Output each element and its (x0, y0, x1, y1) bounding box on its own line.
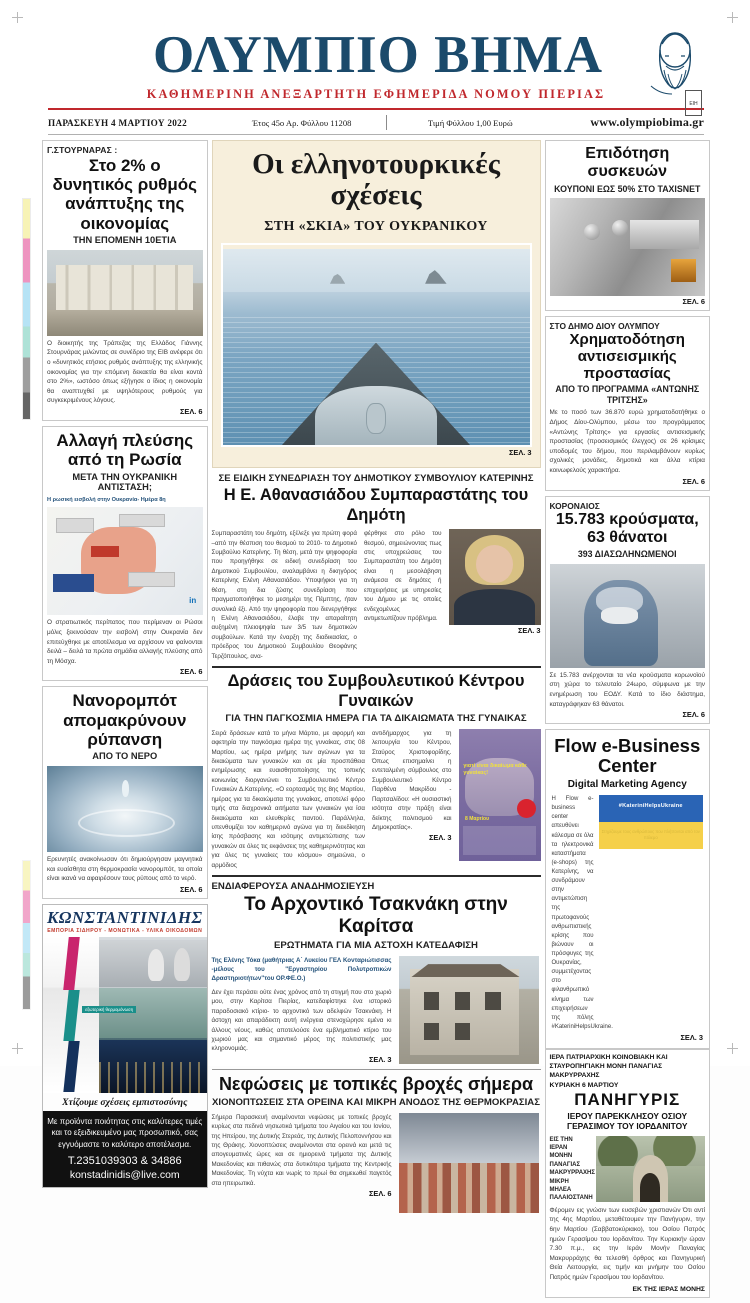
article-appliance-subsidy[interactable] (545, 140, 711, 311)
monastery-line1: ΙΕΡΑ ΠΑΤΡΙΑΡΧΙΚΗ ΚΟΙΝΟΒΙΑΚΗ ΚΑΙ ΣΤΑΥΡΟΠΗΓΙΑΚΗ ΜΟΝΗ ΠΑΝΑΓΙΑΣ ΜΑΚΡΥΡΡΑΧΗΣ (549, 1053, 668, 1079)
navy-frigate-photo (223, 249, 530, 445)
front-page-sheet (40, 20, 712, 1293)
seismic-body: Με το ποσό των 36.870 ευρώ χρηματοδοτήθηκε ο Δήμος Δίου-Ολύμπου, μέσω του προγράμματος «Αντώνης Τρίτσης» για εργασίες αντισεισμικής προστασίας (προσεισμικός έλεγχος) σε 26 κρίσιμες υποδομές του δήμου, που περιλαμβάνουν κυρίως σχολικές μονάδες, δημοτικά και άλλα κτίρια κοινωφελούς χαρακτήρα. (549, 409, 705, 475)
council-headline: Η Ε. Αθανασιάδου Συμπαραστάτης του Δημότη (223, 486, 529, 524)
article-seismic-funding[interactable] (545, 316, 711, 491)
article-russia[interactable] (42, 426, 208, 681)
weather-body: Σήμερα Παρασκευή αναμένονται νεφώσεις με τοπικές βροχές κυρίως στα πεδινά νησιωτικά τμήματα του Αιγαίου και του Ιονίου, της Ηπείρου, της Δυτικής Στερεάς, της Δυτικής Πελοποννήσου και της Θράκης. Χιονοπτώσεις αναμένονται στα ορεινά και μετά τις απογευματινές ώρες και σε ημιορεινά τμήματα της Δυτικής Μακεδονίας και πιθανώς στα δυτικότερα τμήματα της Κεντρικής Μακεδονίας. Τη νύχτα και νωρίς το πρωί θα σημειωθεί παγετός στα ηπειρωτικά. (211, 1113, 392, 1187)
lead-page-ref[interactable]: ΣΕΛ. 3 (508, 447, 532, 457)
crop-mark-bottom-left (12, 1043, 23, 1054)
athanasiadou-portrait (449, 529, 541, 625)
russia-headline: Αλλαγή πλεύσης από τη Ρωσία (56, 431, 194, 470)
mansion-page-ref[interactable]: ΣΕΛ. 3 (368, 1054, 392, 1064)
publication-date: ΠΑΡΑΣΚΕΥΗ 4 ΜΑΡΤΙΟΥ 2022 (48, 117, 187, 128)
ukraine-invasion-map: in (47, 507, 203, 615)
council-body-right: φέρθηκε στο ρόλο του θεσμού, σημειώνοντας πως στις υποχρεώσεις του Συμπαραστάτη του Δημότη είναι η μεσολάβηση ανάμεσα σε δημότες ή επιχειρήσεις με υπηρεσίες του Δήμου με τις οποίες ενδεχομένως αντιμετωπίζουν πρόβλημα. (363, 530, 442, 622)
flow-ad-page-ref[interactable]: ΣΕΛ. 3 (680, 1032, 703, 1042)
masthead-info-bar (40, 110, 712, 134)
lead-story-block[interactable] (212, 140, 541, 467)
russia-page-ref[interactable]: ΣΕΛ. 6 (179, 667, 203, 677)
ad-photo-label: εξωτερική θερμομόνωση (82, 1006, 136, 1013)
covid-kicker: ΚΟΡΟΝΑΙΟΣ (549, 500, 600, 511)
stournaras-subhead: ΤΗΝ ΕΠΟΜΕΝΗ 10ΕΤΙΑ (73, 234, 177, 245)
monastery-title: ΠΑΝΗΓΥΡΙΣ (574, 1089, 681, 1109)
monastery-body: Φέρομεν εις γνώσιν των ευσεβών χριστιανών Ότι αντί της 4ης Μαρτίου, μεταθέτουμεν την Πανήγυριν, την 6ην Μαρτίου (Σαββατοκύριακο), του Οσίου Πατρός ημών Γερασίμου του Ιορδανίτου. Την Κυριακήν ώραν 7.30 π.μ., εις την Ιεράν Μονήν Παναγίας Μακρυρράχης θα τελεσθή όρθρος και Πανηγυρική Θεία Λειτουργία, εις τιμήν και μνήμην του Οσίου Πατρός ημών Γερασίμου του Ιορδανίτου. (549, 1206, 705, 1281)
council-page-ref[interactable]: ΣΕΛ. 3 (517, 626, 541, 636)
newspaper-title: ΟΛΥΜΠΙΟ ΒΗΜΑ (152, 26, 604, 84)
water-droplet-photo (47, 766, 203, 852)
flow-ad-hashtag: #KateriniHelpsUkraine (618, 803, 683, 810)
poster-text: γιατί είναι δικαίωμα κάθε γυναίκας! (463, 763, 527, 776)
lead-subhead: ΣΤΗ «ΣΚΙΑ» ΤΟΥ ΟΥΚΡΑΝΙΚΟΥ (264, 218, 488, 234)
zeus-head-logo (648, 26, 702, 96)
town-rooftops-photo (399, 1113, 539, 1213)
color-calibration-bar-bottom (22, 860, 31, 1010)
flow-ad-subtitle: Digital Marketing Agency (567, 779, 687, 791)
mansion-byline: Της Ελένης Τόκα (μαθήτριας Α΄ Λυκείου ΓΕΛ Κονταριώτισσας -μέλους του "Εργαστηρίου Πολυτροπικών Δραστηριοτήτων"του ΟΡ.ΦΕ.Ο.) (211, 956, 392, 983)
columns-container (40, 140, 712, 1303)
weather-headline: Νεφώσεις με τοπικές βροχές σήμερα (218, 1073, 534, 1094)
masthead-thin-rule (48, 134, 704, 135)
article-stournaras[interactable] (42, 140, 208, 421)
covid-headline: 15.783 κρούσματα, 63 θάνατοι (555, 510, 699, 546)
article-nanorobots[interactable] (42, 686, 208, 898)
ad-monastery-festival[interactable] (545, 1049, 711, 1298)
nanorobots-page-ref[interactable]: ΣΕΛ. 6 (179, 884, 203, 894)
publisher-badge: ΕΙΗ (685, 90, 702, 116)
article-covid[interactable] (545, 496, 711, 724)
weather-page-ref[interactable]: ΣΕΛ. 6 (368, 1189, 392, 1199)
mansion-subhead: ΕΡΩΤΗΜΑΤΑ ΓΙΑ ΜΙΑ ΑΣΤΟΧΗ ΚΑΤΕΔΑΦΙΣΗ (273, 939, 478, 951)
women-subhead: ΓΙΑ ΤΗΝ ΠΑΓΚΟΣΜΙΑ ΗΜΕΡΑ ΓΙΑ ΤΑ ΔΙΚΑΙΩΜΑΤΑ ΤΗΣ ΓΥΝΑΙΚΑΣ (225, 713, 527, 724)
stournaras-headline: Στο 2% ο δυνητικός ρυθμός ανάπτυξης της οικονομίας (52, 156, 197, 233)
monastery-subtitle: ΙΕΡΟΥ ΠΑΡΕΚΚΛΗΣΟΥ ΟΣΙΟΥ ΓΕΡΑΣΙΜΟΥ ΤΟΥ ΙΟΡΔΑΝΙΤΟΥ (567, 1110, 688, 1132)
women-body-right: αντιδήμαρχος για τη λειτουργία του Κέντρου, Σταύρος Χριστοφορίδης. Όπως επισημαίνει η εντεταλμένη σύμβουλος στο Συμβουλευτικό Κέντρο Παρθένα Μακρίδου - Παρτσαλίδου: «Η ουσιαστική ισότητα στην πράξη είναι δείκτης πολιτισμού και Δημοκρατίας». (371, 729, 452, 831)
women-page-ref[interactable]: ΣΕΛ. 3 (428, 833, 452, 843)
appliance-headline: Επιδότηση συσκευών (585, 145, 670, 181)
article-mansion[interactable] (212, 881, 541, 1070)
stournaras-kicker: Γ.ΣΤΟΥΡΝΑΡΑΣ : (47, 145, 118, 156)
lead-photo-frame (221, 243, 532, 447)
mansion-body: Δεν έχει περάσει ούτε ένας χρόνος από τη στιγμή που στο χωριό μου, στην Καρίτσα Πιερίας, κατεδαφίστηκε ένα ιστορικό παραδοσιακό κτίριο- το αρχοντικό των αδελφών Τσακνάκη. Η άστοχη και απαράδεκτη αυτή ενέργεια στενοχώρησε εμένα κι άλλους νέους, καθώς αποτελούσε ένα εμβληματικό κτίριο του χωριού μας και σημαντικό μέρος της πολιτιστικής μας κληρονομιάς. (211, 988, 392, 1053)
stournaras-body: Ο διοικητής της Τράπεζας της Ελλάδος Γιάννης Στουρνάρας μιλώντας σε συνέδριο της ΕΙΒ ανέφερε ότι ο «δυνητικός ετήσιος ρυθμός ανάπτυξης της ελληνικής οικονομίας για την επόμενη δεκαετία θα είναι κοντά στο 2%», ωστόσο όπως εξήγησε ο ίδιος η οικονομία θα αναπτυχθεί με υψηλότερους ρυθμούς για συγκεκριμένους λόγους. (47, 339, 203, 405)
crop-mark-top-right (727, 12, 738, 23)
color-calibration-bar-top (22, 198, 31, 420)
flow-ad-flag-caption: Στηρίζουμε τους ανθρώπους που πλήττονται από τον πόλεμο (601, 829, 700, 840)
nanorobots-body: Ερευνητές ανακοίνωσαν ότι δημιούργησαν μαγνητικά και ευαίσθητα στη θερμοκρασία νανορομπότ, τα οποία είναι ικανά να αφαιρέσουν τους ρύπους από το νερό. (47, 856, 203, 883)
ad-konstantinidis-tagline: ΕΜΠΟΡΙΑ ΣΙΔΗΡΟΥ - ΜΟΝΩΤΙΚΑ - ΥΛΙΚΑ ΟΙΚΟΔΟΜΩΝ (47, 927, 203, 934)
monastery-line2: ΚΥΡΙΑΚΗ 6 ΜΑΡΤΙΟΥ (549, 1081, 619, 1089)
ad-konstantinidis-phone[interactable]: Τ.2351039303 & 34886 (67, 1154, 182, 1167)
flow-ad-title: Flow e-Business Center (554, 735, 701, 777)
crop-mark-bottom-right (727, 1043, 738, 1054)
appliance-subhead: ΚΟΥΠΟΝΙ ΕΩΣ 50% ΣΤΟ TAXISNET (554, 183, 701, 194)
stournaras-page-ref[interactable]: ΣΕΛ. 6 (179, 407, 203, 417)
womens-day-poster (459, 729, 541, 861)
russia-body: Ο στρατιωτικός περίπατος που περίμεναν οι Ρώσοι μόλις ξεκινούσαν την εισβολή στην Ουκρανία δεν επιτεύχθηκε με αποτέλεσμα να αρχίσουν να φαίνονται δειλά – δειλά τα πρώτα σημάδια αλλαγής πλεύσης από τη Μόσχα. (47, 619, 203, 665)
russia-graphic-caption: Η ρωσική εισβολή στην Ουκρανία- Ημέρα 8η (47, 497, 166, 504)
seismic-headline: Χρηματοδότηση αντισεισμικής προστασίας (569, 331, 685, 383)
oven-photo (550, 198, 706, 296)
mansion-kicker: ΕΝΔΙΑΦΕΡΟΥΣΑ ΑΝΑΔΗΜΟΣΙΕΥΣΗ (211, 881, 375, 893)
masthead (40, 20, 712, 135)
covid-page-ref[interactable]: ΣΕΛ. 6 (682, 710, 705, 720)
article-women-center[interactable] (212, 672, 541, 877)
article-council[interactable] (212, 473, 541, 669)
center-column (212, 140, 541, 1303)
seismic-subhead: ΑΠΟ ΤΟ ΠΡΟΓΡΑΜΜΑ «ΑΝΤΩΝΗΣ ΤΡΙΤΣΗΣ» (555, 384, 700, 405)
ukraine-flag-graphic (599, 795, 704, 849)
women-body-left: Σειρά δράσεων κατά το μήνα Μάρτιο, με αφορμή και αφετηρία την παγκόσμια ημέρα της γυναίκας, στις 08 Μαρτίου, ως ημέρα μνήμης των αγώνων για τα δικαιώματα των γυναικών και σε μία προσπάθεια ενημέρωσης και ευαισθητοποίησης της τοπικής κοινωνίας διοργανώνει το Συμβουλευτικό Κέντρο Γυναικών Δ.Κατερίνης. «Ο εορτασμός της 8ης Μαρτίου, ημέρας για τα δικαιώματα της γυναίκας, αποτελεί φόρο τιμής στα διαχρονικά αιτήματα των γυναικών για ίσα δικαιώματα και ελευθερίες παντού. Παράλληλα, υπενθυμίζει τον καθημερινό αγώνα για τη διεκδίκηση ίσης πρόσβασης και ισότιμης αντιμετώπισης των γυναικών σε όλες τις εκφάνσεις της καθημερινότητας και για όλες τις γυναίκες του κόσμου» σημειώνει, ο αρμόδιος (211, 729, 365, 869)
mansion-headline: Το Αρχοντικό Τσακνάκη στην Καρίτσα (244, 894, 508, 938)
newspaper-subtitle: ΚΑΘΗΜΕΡΙΝΗ ΑΝΕΞΑΡΤΗΤΗ ΕΦΗΜΕΡΙΔΑ ΝΟΜΟΥ ΠΙΕΡΙΑΣ (146, 87, 606, 102)
ad-konstantinidis-slogan: Χτίζουμε σχέσεις εμπιστοσύνης (62, 1096, 188, 1108)
council-kicker: ΣΕ ΕΙΔΙΚΗ ΣΥΝΕΔΡΙΑΣΗ ΤΟΥ ΔΗΜΟΤΙΚΟΥ ΣΥΜΒΟΥΛΙΟΥ ΚΑΤΕΡΙΝΗΣ (218, 472, 534, 484)
website-url[interactable]: www.olympiobima.gr (590, 115, 704, 130)
flow-ad-body-start: Η Flow e-business center απευθύνει κάλεσμα σε όλα τα ηλεκτρονικά καταστήματα (e-shops) της Κατερίνης, να συνδράμουν στην αντιμετώπιση της πρωτοφανούς ανθρωπιστικής κρίσης που βιώνουν οι πρόσφυγες της Ουκρανίας, συμμετέχοντας στο φιλανθρωπικό κίνημα των επιχειρήσεων της πόλης #KateriniHelpsUkraine. (551, 796, 613, 1030)
right-column (545, 140, 711, 1303)
cover-price: Τιμή Φύλλου 1,00 Ευρώ (427, 117, 513, 128)
poster-date: 8 Μαρτίου (465, 815, 489, 822)
tsaknaki-mansion-photo (399, 956, 539, 1064)
ad-konstantinidis-photo (43, 937, 207, 1093)
issue-number: Έτος 45ο Αρ. Φύλλου 11208 (252, 117, 352, 128)
ad-konstantinidis-email[interactable]: konstadinidis@live.com (69, 1168, 180, 1181)
russia-subhead: ΜΕΤΑ ΤΗΝ ΟΥΚΡΑΝΙΚΗ ΑΝΤΙΣΤΑΣΗ; (72, 471, 178, 493)
appliance-page-ref[interactable]: ΣΕΛ. 6 (682, 297, 705, 307)
ad-konstantinidis-name: ΚΩΝΣΤΑΝΤΙΝΙΔΗΣ (47, 907, 203, 927)
left-column (42, 140, 208, 1303)
seismic-kicker: ΣΤΟ ΔΗΜΟ ΔΙΟΥ ΟΛΥΜΠΟΥ (549, 321, 660, 332)
monastery-sidebar: ΕΙΣ ΤΗΝ ΙΕΡΑΝ ΜΟΝΗΝ ΠΑΝΑΓΙΑΣ ΜΑΚΡΥΡΡΑΧΗΣ ΜΙΚΡΗ ΜΗΛΕΑ ΠΑΛΑΙΟΣΤΑΝΗ (549, 1136, 595, 1202)
covid-subhead: 393 ΔΙΑΣΩΛΗΝΩΜΕΝΟΙ (577, 549, 677, 560)
council-body-left: Συμπαραστάτη του δημότη, εξέλεξε για πρώτη φορά –από την θέσπιση του θεσμού το 2010- το Δημοτικό Συμβούλιο Κατερίνης. Τη θέση, μετά την ψηφοφορία που προηγήθηκε σε ειδική συνεδρίαση του Δημοτικού Συμβουλίου, αναλαμβάνει η δικηγόρος Κατερίνης Ελένη Αθανασιάδου. Υποψήφιοι για τη θέση, στη δια ζώσης συνεδρίαση που πραγματοποιήθηκε το μεσημέρι της Πέμπτης, ήταν συνολικά έξι. Από την ψηφοφορία που διενεργήθηκε η Ελένη Αθανασιάδου, έλαβε την απαραίτητη αυξημένη πλειοψηφία των 3/5 των δημοτικών συμβούλων. Κατά την έναρξη της διαδικασίας, ο πρόεδρος του Δημοτικού Συμβουλίου Θεοφάνης Τερζόπουλος, ανα- (211, 530, 357, 660)
weather-subhead: ΧΙΟΝΟΠΤΩΣΕΙΣ ΣΤΑ ΟΡΕΙΝΑ ΚΑΙ ΜΙΚΡΗ ΑΝΟΔΟΣ ΤΗΣ ΘΕΡΜΟΚΡΑΣΙΑΣ (212, 1097, 540, 1108)
crop-mark-top-left (12, 12, 23, 23)
bank-of-greece-photo (47, 250, 203, 336)
seismic-page-ref[interactable]: ΣΕΛ. 6 (682, 476, 705, 486)
article-weather[interactable] (212, 1074, 541, 1213)
nanorobots-subhead: ΑΠΟ ΤΟ ΝΕΡΟ (92, 751, 158, 762)
nanorobots-headline: Νανορομπότ απομακρύνουν ρύπανση (63, 691, 187, 749)
ad-konstantinidis-body: Με προϊόντα ποιότητας στις καλύτερες τιμές και το εξειδικευμένο μας προσωπικό, σας εγγυόμαστε το καλύτερο αποτέλεσμα. (47, 1116, 203, 1149)
ad-konstantinidis-contact-block (43, 1111, 207, 1187)
covid-body: Σε 15.783 ανέρχονται τα νέα κρούσματα κορωνοϊού στη χώρα το τελευταίο 24ωρο, σύμφωνα με την ενημέρωση του ΕΟΔΥ. Κατά το ίδιο διάστημα, καταγράφηκαν 63 θάνατοι. (549, 671, 705, 708)
women-headline: Δράσεις του Συμβουλευτικού Κέντρου Γυναικών (227, 672, 525, 710)
chapel-gate-photo (596, 1136, 706, 1202)
covid-testing-photo (550, 564, 706, 668)
ad-konstantinidis[interactable] (42, 904, 208, 1188)
ad-flow-ebusiness[interactable] (545, 729, 711, 1049)
monastery-signoff: ΕΚ ΤΗΣ ΙΕΡΑΣ ΜΟΝΗΣ (632, 1285, 705, 1293)
lead-headline: Οι ελληνοτουρκικές σχέσεις (252, 148, 500, 211)
